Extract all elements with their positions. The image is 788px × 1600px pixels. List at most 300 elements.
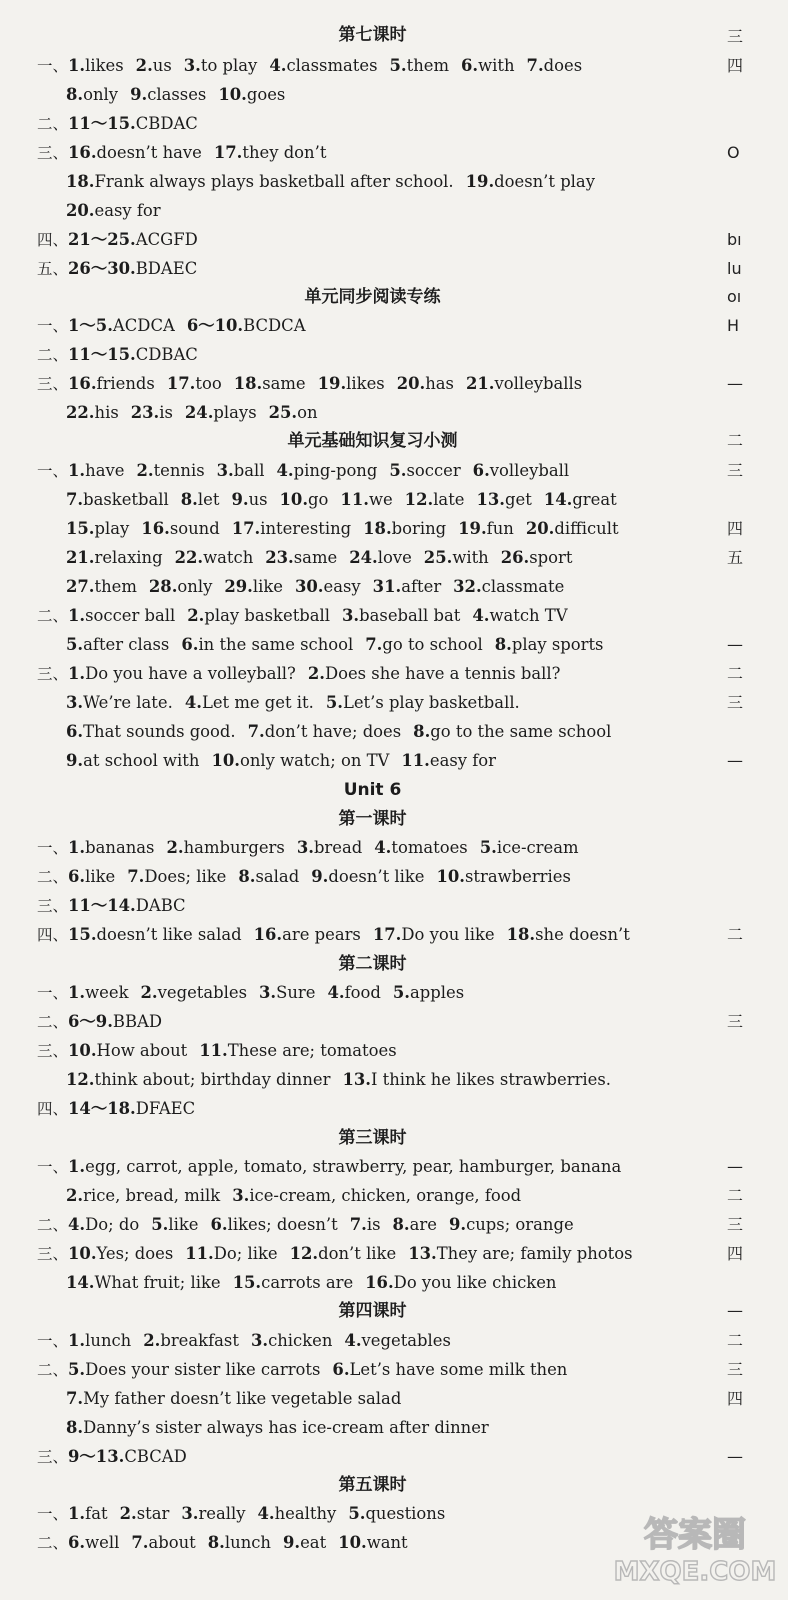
question-number: 29.	[224, 577, 253, 596]
question-number: 13.	[408, 1244, 437, 1263]
answer-item	[181, 1504, 245, 1523]
answer-line	[66, 1185, 533, 1207]
question-number: 8.	[413, 722, 431, 741]
answer-text: ACGFD	[135, 230, 198, 249]
answer-item	[408, 1244, 632, 1263]
answer-item	[131, 1533, 195, 1552]
answer-text: after	[401, 577, 442, 596]
answer-item	[466, 172, 595, 191]
question-number: 3.	[250, 1331, 269, 1350]
answer-text: sport	[529, 548, 573, 567]
answer-item	[350, 1215, 381, 1234]
answer-text: his	[94, 403, 119, 422]
answer-item	[68, 1157, 621, 1176]
question-number: 4.	[327, 983, 345, 1002]
question-number: 8.	[392, 1215, 410, 1234]
question-number: 6.	[181, 635, 199, 654]
answer-text: bananas	[85, 838, 155, 857]
answer-line	[66, 634, 615, 656]
answer-text: CBDAC	[135, 114, 198, 133]
answer-item	[66, 85, 118, 104]
question-number: 4.	[269, 56, 287, 75]
question-number: 14～18.	[68, 1099, 136, 1118]
question-number: 8.	[494, 635, 512, 654]
answer-item	[389, 56, 449, 75]
answer-text: easy for	[94, 201, 161, 220]
answer-text: plays	[213, 403, 257, 422]
answer-item	[66, 751, 199, 770]
answer-item	[66, 577, 137, 596]
question-number: 11.	[199, 1041, 228, 1060]
answer-item	[544, 490, 617, 509]
answer-text: likes; doesn’t	[227, 1215, 338, 1234]
question-number: 1.	[68, 56, 86, 75]
section-heading: 第七课时	[338, 25, 407, 45]
answer-item	[143, 1331, 239, 1350]
question-number: 15.	[66, 519, 95, 538]
answer-item	[68, 1331, 131, 1350]
answer-text: baseball bat	[359, 606, 461, 625]
adjacent-page-fragment: 二	[727, 925, 744, 944]
answer-text: likes	[346, 374, 385, 393]
answer-item	[342, 1070, 611, 1089]
question-number: 16.	[253, 925, 283, 944]
question-number: 9.	[231, 490, 249, 509]
answer-text: We’re late.	[83, 693, 173, 712]
answer-text: Does; like	[144, 867, 227, 886]
answer-text: sound	[169, 519, 220, 538]
answer-item	[68, 143, 202, 162]
answer-text: BDAEC	[135, 259, 198, 278]
answer-text: That sounds good.	[83, 722, 236, 741]
answer-item	[136, 461, 204, 480]
adjacent-page-fragment: H	[727, 316, 740, 335]
question-number: 7.	[127, 867, 145, 886]
section-marker: 三、	[37, 1448, 69, 1466]
answer-line	[66, 84, 297, 106]
question-number: 32.	[453, 577, 482, 596]
question-number: 3.	[181, 1504, 199, 1523]
answer-text: vegetables	[157, 983, 247, 1002]
answer-item	[151, 1215, 198, 1234]
question-number: 16.	[141, 519, 170, 538]
question-number: 9.	[130, 85, 148, 104]
answer-line	[66, 1069, 623, 1091]
question-number: 24.	[184, 403, 214, 422]
answer-text: ice-cream	[496, 838, 579, 857]
answer-item	[297, 838, 362, 857]
section-marker: 三、	[37, 1245, 69, 1263]
section-marker: 三、	[37, 897, 69, 915]
answer-item	[68, 56, 124, 75]
answer-line	[37, 1243, 645, 1265]
answer-text: go to the same school	[430, 722, 612, 741]
answer-line	[37, 1040, 409, 1062]
answer-text: is	[159, 403, 173, 422]
answer-item	[232, 519, 351, 538]
adjacent-page-fragment: O	[727, 143, 740, 162]
answer-item	[68, 1012, 162, 1031]
answer-item	[397, 374, 454, 393]
answer-item	[167, 374, 222, 393]
answer-item	[449, 1215, 574, 1234]
answer-item	[389, 461, 460, 480]
question-number: 11～14.	[68, 896, 136, 915]
answer-item	[66, 722, 236, 741]
question-number: 1～5.	[68, 316, 113, 335]
question-number: 1.	[68, 664, 86, 683]
answer-line	[37, 866, 583, 888]
question-number: 23.	[130, 403, 160, 422]
question-number: 22.	[66, 403, 95, 422]
answer-text: strawberries	[465, 867, 571, 886]
answer-line	[66, 692, 532, 714]
question-number: 1.	[68, 838, 86, 857]
answer-item	[495, 635, 604, 654]
question-number: 5.	[325, 693, 343, 712]
adjacent-page-fragment: —	[727, 1447, 743, 1466]
answer-item	[466, 374, 582, 393]
answer-text: lunch	[224, 1533, 271, 1552]
answer-text: are	[409, 1215, 437, 1234]
question-number: 6.	[68, 867, 86, 886]
answer-text: Frank always plays basketball after school.	[94, 172, 454, 191]
answer-item	[224, 577, 283, 596]
answer-item	[66, 1418, 489, 1437]
section-marker: 一、	[37, 839, 69, 857]
answer-text: classmate	[481, 577, 565, 596]
question-number: 3.	[216, 461, 234, 480]
answer-item	[68, 230, 198, 249]
question-number: 4.	[184, 693, 202, 712]
answer-line	[66, 402, 330, 424]
answer-text: healthy	[274, 1504, 337, 1523]
answer-item	[214, 143, 327, 162]
answer-text: My father doesn’t like vegetable salad	[83, 1389, 402, 1408]
answer-text: classes	[147, 85, 207, 104]
answer-text: apples	[410, 983, 465, 1002]
answer-item	[231, 490, 267, 509]
question-number: 2.	[66, 1186, 84, 1205]
question-number: 10.	[68, 1041, 97, 1060]
answer-text: think about; birthday dinner	[94, 1070, 331, 1089]
answer-text: CDBAC	[135, 345, 198, 364]
answer-item	[66, 635, 169, 654]
answer-text: watch	[203, 548, 254, 567]
adjacent-page-fragment: 四	[727, 519, 744, 538]
question-number: 23.	[265, 548, 294, 567]
answer-text: to play	[200, 56, 258, 75]
answer-text: is	[366, 1215, 381, 1234]
section-heading: 第二课时	[338, 954, 407, 974]
answer-item	[185, 1244, 277, 1263]
section-marker: 二、	[37, 346, 69, 364]
answer-item	[374, 838, 467, 857]
answer-text: go to school	[382, 635, 483, 654]
answer-text: ball	[233, 461, 265, 480]
question-number: 1.	[68, 461, 86, 480]
adjacent-page-fragment: —	[727, 1157, 743, 1176]
question-number: 3.	[342, 606, 360, 625]
answer-line	[37, 142, 338, 164]
answer-item	[66, 403, 119, 422]
answer-text: likes	[85, 56, 124, 75]
answer-item	[185, 693, 314, 712]
adjacent-page-fragment: 四	[727, 56, 744, 75]
question-number: 11.	[340, 490, 369, 509]
answer-item	[141, 983, 247, 1002]
answer-item	[280, 490, 329, 509]
adjacent-page-fragment: 二	[727, 664, 744, 683]
answer-line	[37, 344, 210, 366]
answer-item	[66, 1070, 330, 1089]
answer-text: at school with	[83, 751, 200, 770]
answer-text: has	[425, 374, 454, 393]
question-number: 14.	[543, 490, 573, 509]
answer-text: soccer	[406, 461, 461, 480]
answer-text: don’t like	[318, 1244, 397, 1263]
answer-line	[66, 200, 173, 222]
answer-text: same	[293, 548, 338, 567]
question-number: 8.	[66, 85, 84, 104]
answer-item	[342, 606, 460, 625]
answer-item	[332, 1360, 567, 1379]
answer-item	[217, 461, 265, 480]
question-number: 6.	[472, 461, 490, 480]
answer-text: tennis	[153, 461, 205, 480]
answer-text: don’t have; does	[264, 722, 402, 741]
question-number: 9.	[66, 751, 84, 770]
section-marker: 一、	[37, 1332, 69, 1350]
answer-text: difficult	[554, 519, 619, 538]
question-number: 16.	[68, 374, 97, 393]
answer-item	[477, 490, 532, 509]
answer-item	[234, 374, 306, 393]
section-heading: 单元同步阅读专练	[304, 287, 441, 307]
answer-item	[401, 751, 496, 770]
answer-text: us	[152, 56, 172, 75]
answer-text: only watch; on TV	[239, 751, 390, 770]
adjacent-page-fragment: 三	[727, 461, 744, 480]
answer-text: goes	[246, 85, 286, 104]
answer-item	[501, 548, 573, 567]
answer-text: ice-cream, chicken, orange, food	[249, 1186, 522, 1205]
answer-line	[37, 258, 209, 280]
question-number: 18.	[506, 925, 536, 944]
section-heading: 第一课时	[338, 809, 407, 829]
answer-item	[68, 259, 197, 278]
watermark-title: 答案圈	[644, 1515, 746, 1555]
answer-text: only	[177, 577, 213, 596]
answer-text: really	[198, 1504, 246, 1523]
answer-text: breakfast	[160, 1331, 239, 1350]
answer-item	[526, 519, 619, 538]
question-number: 6.	[332, 1360, 350, 1379]
question-number: 8.	[238, 867, 256, 886]
question-number: 3.	[232, 1186, 250, 1205]
answer-text: we	[368, 490, 393, 509]
answer-line	[66, 1272, 568, 1294]
question-number: 3.	[296, 838, 314, 857]
answer-text: easy	[323, 577, 361, 596]
answer-text: They are; family photos	[436, 1244, 633, 1263]
answer-item	[68, 606, 175, 625]
answer-text: with	[452, 548, 489, 567]
answer-item	[68, 1447, 187, 1466]
section-marker: 二、	[37, 1216, 69, 1234]
answer-text: fun	[486, 519, 514, 538]
answer-item	[66, 1186, 220, 1205]
answer-item	[181, 635, 353, 654]
question-number: 2.	[119, 1504, 137, 1523]
question-number: 6～9.	[68, 1012, 113, 1031]
answer-item	[68, 114, 198, 133]
answer-text: great	[572, 490, 617, 509]
question-number: 8.	[207, 1533, 225, 1552]
question-number: 1.	[68, 983, 86, 1002]
question-number: 9.	[282, 1533, 301, 1552]
answer-line	[37, 663, 572, 685]
question-number: 9.	[311, 867, 329, 886]
question-number: 2.	[136, 461, 154, 480]
adjacent-page-fragment: 三	[727, 1215, 744, 1234]
answer-text: Do you like chicken	[393, 1273, 557, 1292]
answer-text: chicken	[268, 1331, 333, 1350]
question-number: 7.	[526, 56, 544, 75]
answer-line	[37, 1532, 420, 1554]
section-marker: 四、	[37, 1100, 69, 1118]
answer-item	[127, 867, 226, 886]
answer-item	[232, 1186, 521, 1205]
answer-text: late	[433, 490, 465, 509]
answer-text: play basketball	[204, 606, 331, 625]
answer-text: them	[406, 56, 449, 75]
answer-item	[68, 1533, 119, 1552]
section-heading: 第四课时	[338, 1301, 407, 1321]
question-number: 10.	[68, 1244, 97, 1263]
answer-item	[66, 548, 163, 567]
question-number: 10.	[211, 751, 240, 770]
answer-line	[37, 1446, 199, 1468]
answer-text: play	[94, 519, 130, 538]
question-number: 17.	[213, 143, 243, 162]
answer-text: friends	[96, 374, 155, 393]
answer-item	[68, 838, 154, 857]
question-number: 5.	[392, 983, 410, 1002]
answer-line	[37, 315, 318, 337]
answer-item	[258, 1504, 337, 1523]
answer-item	[68, 983, 129, 1002]
answer-item	[373, 925, 495, 944]
question-number: 5.	[389, 461, 407, 480]
answer-item	[233, 1273, 354, 1292]
question-number: 8.	[180, 490, 198, 509]
question-number: 24.	[349, 548, 378, 567]
answer-text: DFAEC	[135, 1099, 196, 1118]
answer-line	[66, 1417, 501, 1439]
adjacent-page-fragment: 三	[727, 1012, 744, 1031]
answer-item	[68, 316, 175, 335]
answer-text: Let me get it.	[201, 693, 314, 712]
answer-item	[413, 722, 611, 741]
answer-item	[68, 664, 296, 683]
question-number: 6～10.	[186, 316, 244, 335]
section-marker: 三、	[37, 1042, 69, 1060]
answer-item	[344, 1331, 450, 1350]
section-heading: Unit 6	[343, 780, 402, 800]
question-number: 2.	[187, 606, 205, 625]
answer-text: Does your sister like carrots	[85, 1360, 321, 1379]
answer-text: them	[94, 577, 137, 596]
answer-text: us	[248, 490, 268, 509]
section-marker: 一、	[37, 57, 69, 75]
answer-line	[66, 750, 508, 772]
section-marker: 一、	[37, 1158, 69, 1176]
question-number: 12.	[404, 490, 434, 509]
question-number: 8.	[66, 1418, 84, 1437]
answer-text: with	[478, 56, 515, 75]
answer-item	[211, 1215, 338, 1234]
answer-item	[461, 56, 515, 75]
question-number: 4.	[257, 1504, 275, 1523]
answer-text: doesn’t like	[328, 867, 425, 886]
answer-item	[527, 56, 583, 75]
answer-item	[458, 519, 514, 538]
answer-text: star	[136, 1504, 170, 1523]
answer-text: cups; orange	[466, 1215, 574, 1234]
answer-item	[208, 1533, 271, 1552]
question-number: 6.	[210, 1215, 228, 1234]
answer-item	[308, 664, 561, 683]
adjacent-page-fragment: —	[727, 635, 743, 654]
answer-item	[131, 403, 173, 422]
question-number: 3.	[66, 693, 84, 712]
answer-line	[37, 895, 198, 917]
answer-text: get	[505, 490, 532, 509]
answer-item	[120, 1504, 170, 1523]
answer-text: well	[85, 1533, 120, 1552]
answer-text: These are; tomatoes	[227, 1041, 397, 1060]
answer-item	[66, 490, 169, 509]
adjacent-page-fragment: 二	[727, 1186, 744, 1205]
answer-text: Yes; does	[96, 1244, 174, 1263]
answer-item	[480, 838, 579, 857]
answer-item	[166, 838, 284, 857]
section-marker: 四、	[37, 231, 69, 249]
question-number: 10.	[279, 490, 309, 509]
answer-item	[311, 867, 424, 886]
answer-text: I think he likes strawberries.	[370, 1070, 611, 1089]
answer-item	[363, 519, 446, 538]
question-number: 7.	[66, 490, 84, 509]
answer-item	[66, 1273, 221, 1292]
answer-item	[269, 403, 318, 422]
answer-line	[66, 1388, 413, 1410]
answer-text: volleyballs	[494, 374, 583, 393]
answer-item	[248, 722, 402, 741]
question-number: 5.	[151, 1215, 169, 1234]
section-marker: 五、	[37, 260, 69, 278]
answer-text: go	[308, 490, 329, 509]
question-number: 20.	[396, 374, 426, 393]
section-marker: 三、	[37, 375, 69, 393]
question-number: 12.	[66, 1070, 95, 1089]
answer-text: doesn’t play	[494, 172, 595, 191]
answer-text: in the same school	[198, 635, 354, 654]
question-number: 7.	[365, 635, 383, 654]
question-number: 1.	[68, 1331, 86, 1350]
answer-text: about	[148, 1533, 196, 1552]
